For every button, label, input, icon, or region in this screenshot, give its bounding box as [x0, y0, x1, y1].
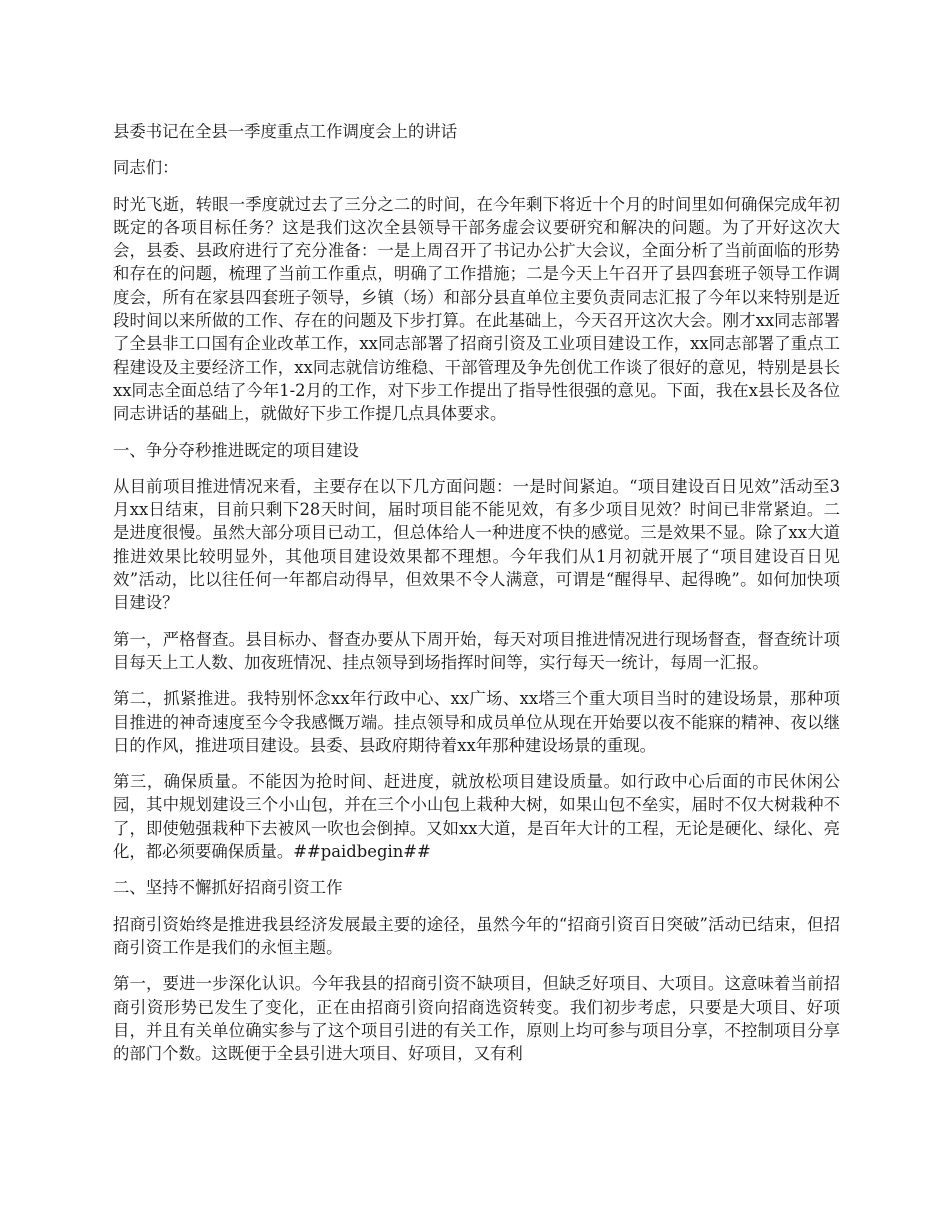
section2-paragraph-intro: 招商引资始终是推进我县经济发展最主要的途径，虽然今年的“招商引资百日突破”活动已结束，但招商引资工作是我们的永恒主题。 — [113, 914, 840, 957]
section1-paragraph-promotion: 第二，抓紧推进。我特别怀念xx年行政中心、xx广场、xx塔三个重大项目当时的建设场景，那种项目推进的神奇速度至今令我感慨万端。挂点领导和成员单位从现在开始要以夜不能寐的精神、夜以继日的作风，推进项目建设。县委、县政府期待着xx年那种建设场景的重现。 — [113, 689, 840, 755]
section1-paragraph-quality: 第三，确保质量。不能因为抢时间、赶进度，就放松项目建设质量。如行政中心后面的市民休闲公园，其中规划建设三个小山包，并在三个小山包上栽种大树，如果山包不垒实，届时不仅大树栽种不了，即使勉强栽种下去被风一吹也会倒掉。又如xx大道，是百年大计的工程，无论是硬化、绿化、亮化，都必须要确保质量。##paidbegin## — [113, 772, 840, 862]
section1-paragraph-supervision: 第一，严格督查。县目标办、督查办要从下周开始，每天对项目推进情况进行现场督查，督查统计项目每天上工人数、加夜班情况、挂点领导到场指挥时间等，实行每天一统计，每周一汇报。 — [113, 629, 840, 672]
document-page — [113, 120, 840, 1078]
section2-paragraph-awareness: 第一，要进一步深化认识。今年我县的招商引资不缺项目，但缺乏好项目、大项目。这意味着当前招商引资形势已发生了变化，正在由招商引资向招商选资转变。我们初步考虑，只要是大项目、好项目，并且有关单位确实参与了这个项目引进的有关工作，原则上均可参与项目分享，不控制项目分享的部门个数。这既便于全县引进大项目、好项目，又有利 — [113, 974, 840, 1064]
document-title: 县委书记在全县一季度重点工作调度会上的讲话 — [113, 122, 458, 141]
section-heading-1: 一、争分夺秒推进既定的项目建设 — [113, 440, 359, 460]
salutation: 同志们： — [113, 158, 179, 178]
section-heading-2: 二、坚持不懈抓好招商引资工作 — [113, 878, 343, 898]
intro-paragraph: 时光飞逝，转眼一季度就过去了三分之二的时间，在今年剩下将近十个月的时间里如何确保完成年初既定的各项目标任务？这是我们这次全县领导干部务虚会议要研究和解决的问题。为了开好这次大会，县委、县政府进行了充分准备：一是上周召开了书记办公扩大会议，全面分析了当前面临的形势和存在的问题，梳理了当前工作重点，明确了工作措施；二是今天上午召开了县四套班子领导工作调度会，所有在家县四套班子领导，乡镇（场）和部分县直单位主要负责同志汇报了今年以来特别是近段时间以来所做的工作、存在的问题及下步打算。在此基础上，今天召开这次大会。刚才xx同志部署了全县非工口国有企业改革工作，xx同志部署了招商引资及工业项目建设工作，xx同志部署了重点工程建设及主要经济工作，xx同志就信访维稳、干部管理及争先创优工作谈了很好的意见，特别是县长xx同志全面总结了今年1-2月的工作，对下步工作提出了指导性很强的意见。下面，我在x县长及各位同志讲话的基础上，就做好下步工作提几点具体要求。 — [113, 194, 840, 424]
section1-paragraph-problems: 从目前项目推进情况来看，主要存在以下几方面问题：一是时间紧迫。“项目建设百日见效”活动至3月xx日结束，目前只剩下28天时间，届时项目能不能见效，有多少项目见效？时间已非常紧迫。二是进度很慢。虽然大部分项目已动工，但总体给人一种进度不快的感觉。三是效果不显。除了xx大道推进效果比较明显外，其他项目建设效果都不理想。今年我们从1月初就开展了“项目建设百日见效”活动，比以往任何一年都启动得早，但效果不令人满意，可谓是“醒得早、起得晚”。如何加快项目建设？ — [113, 476, 840, 613]
